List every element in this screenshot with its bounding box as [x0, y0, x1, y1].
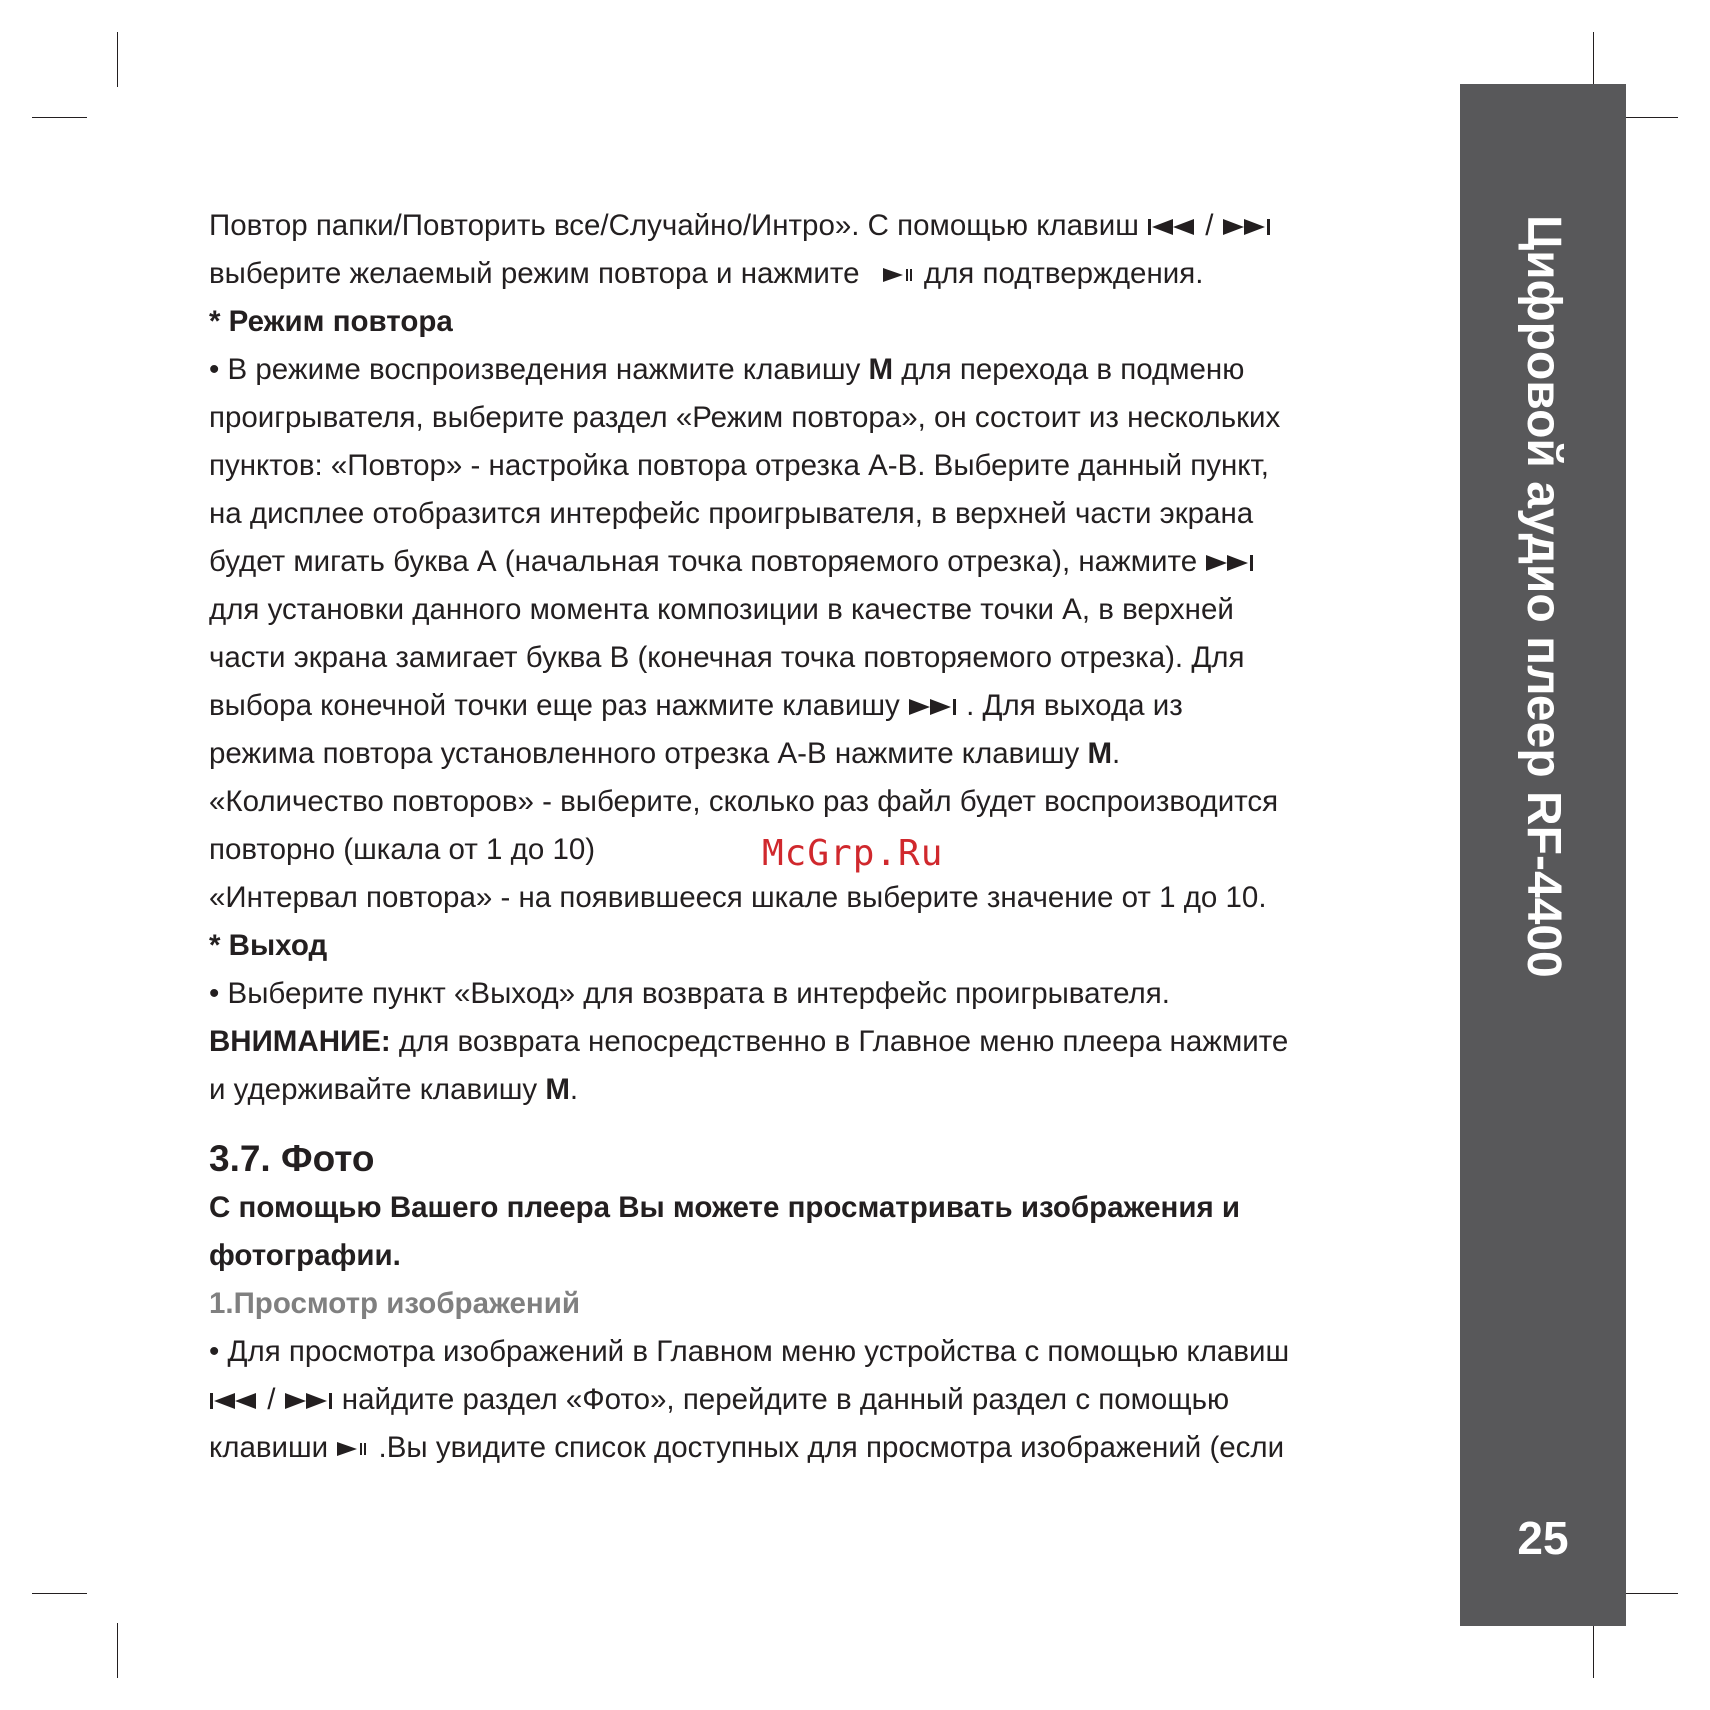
crop-mark — [117, 1623, 118, 1678]
text-line: и удерживайте клавишу M. — [209, 1073, 579, 1106]
text-line: режима повтора установленного отрезка А-В нажмите клавишу M. — [209, 737, 1121, 770]
skip-back-icon — [209, 1378, 259, 1426]
text-line: ВНИМАНИЕ: для возврата непосредственно в Главное меню плеера нажмите — [209, 1025, 1289, 1058]
text-line: клавиши .Вы увидите список доступных для просмотра изображений (если — [209, 1424, 1409, 1472]
subsection-title: 1.Просмотр изображений — [209, 1287, 580, 1320]
text-line: Повтор папки/Повторить все/Случайно/Интро». С помощью клавиш / — [209, 202, 1409, 250]
text-line: для установки данного момента композиции в качестве точки А, в верхней — [209, 593, 1234, 626]
warning-label: ВНИМАНИЕ: — [209, 1025, 391, 1058]
crop-mark — [1593, 32, 1594, 87]
skip-forward-icon — [1222, 204, 1272, 252]
text-line: «Количество повторов» - выберите, сколько раз файл будет воспроизводится — [209, 785, 1279, 818]
heading-exit: * Выход — [209, 929, 328, 962]
section-intro: фотографии. — [209, 1239, 401, 1272]
text-line: • Выберите пункт «Выход» для возврата в интерфейс проигрывателя. — [209, 977, 1170, 1010]
text-line: на дисплее отобразится интерфейс проигрывателя, в верхней части экрана — [209, 497, 1254, 530]
play-pause-icon — [882, 252, 916, 300]
heading-repeat-mode: * Режим повтора — [209, 305, 453, 338]
text-line: / найдите раздел «Фото», перейдите в данный раздел с помощью — [209, 1376, 1409, 1424]
section-title: 3.7. Фото — [209, 1138, 375, 1179]
crop-mark — [117, 32, 118, 87]
section-intro: С помощью Вашего плеера Вы можете просматривать изображения и — [209, 1191, 1241, 1224]
text-line: пунктов: «Повтор» - настройка повтора отрезка А-В. Выберите данный пункт, — [209, 449, 1269, 482]
crop-mark — [1623, 117, 1678, 118]
text-line: повторно (шкала от 1 до 10) — [209, 833, 596, 866]
text-line: части экрана замигает буква В (конечная точка повторяемого отрезка). Для — [209, 641, 1245, 674]
skip-forward-icon — [1205, 540, 1255, 588]
watermark: McGrp.Ru — [762, 833, 944, 874]
text-line: выбора конечной точки еще раз нажмите клавишу . Для выхода из — [209, 682, 1409, 730]
crop-mark — [32, 1593, 87, 1594]
crop-mark — [1593, 1623, 1594, 1678]
text-line: • Для просмотра изображений в Главном меню устройства с помощью клавиш — [209, 1335, 1290, 1368]
crop-mark — [32, 117, 87, 118]
skip-forward-icon — [284, 1378, 334, 1426]
crop-mark — [1623, 1593, 1678, 1594]
play-pause-icon — [336, 1426, 370, 1474]
text-line: «Интервал повтора» - на появившееся шкале выберите значение от 1 до 10. — [209, 881, 1267, 914]
text-line: • В режиме воспроизведения нажмите клавишу M для перехода в подменю — [209, 353, 1245, 386]
text-line: будет мигать буква А (начальная точка повторяемого отрезка), нажмите — [209, 538, 1409, 586]
text-line: выберите желаемый режим повтора и нажмите для подтверждения. — [209, 250, 1409, 298]
page-number: 25 — [1517, 1512, 1569, 1564]
skip-forward-icon — [908, 684, 958, 732]
skip-back-icon — [1147, 204, 1197, 252]
text-line: проигрывателя, выберите раздел «Режим повтора», он состоит из нескольких — [209, 401, 1281, 434]
sidebar-title: Цифровой аудио плеер RF-4400 — [1517, 215, 1570, 978]
